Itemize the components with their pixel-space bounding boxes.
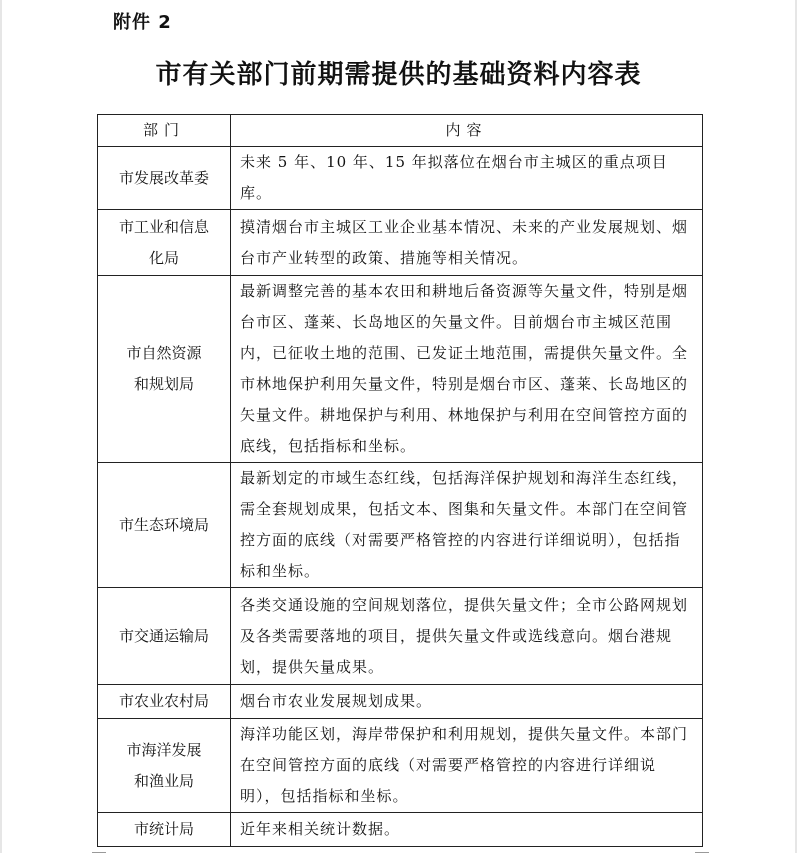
table-row [98,588,703,685]
dept-cell: 市农业农村局 [98,685,231,719]
dept-cell: 市工业和信息化局 [98,210,231,276]
dept-cell: 市自然资源和规划局 [98,276,231,463]
header-dept: 部门 [98,115,231,147]
table-row [98,719,703,813]
content-cell: 近年来相关统计数据。 [231,813,703,847]
attachment-label: 附件 2 [113,12,172,33]
materials-table [97,114,703,847]
dept-cell: 市生态环境局 [98,463,231,588]
content-cell: 最新划定的市域生态红线，包括海洋保护规划和海洋生态红线，需全套规划成果，包括文本、图集和矢量文件。本部门在空间管控方面的底线（对需要严格管控的内容进行详细说明），包括指标和坐标。 [231,463,703,588]
content-cell: 未来 5 年、10 年、15 年拟落位在烟台市主城区的重点项目库。 [231,147,703,210]
content-cell: 海洋功能区划，海岸带保护和利用规划，提供矢量文件。本部门在空间管控方面的底线（对需要严格管控的内容进行详细说明），包括指标和坐标。 [231,719,703,813]
dept-cell: 市发展改革委 [98,147,231,210]
table-row [98,463,703,588]
table-row [98,276,703,463]
table-row [98,813,703,847]
dept-cell: 市海洋发展和渔业局 [98,719,231,813]
table-header-row [98,115,703,147]
content-cell: 最新调整完善的基本农田和耕地后备资源等矢量文件，特别是烟台市区、蓬莱、长岛地区的矢量文件。目前烟台市主城区范围内，已征收土地的范围、已发证土地范围，需提供矢量文件。全市林地保护利用矢量文件，特别是烟台市区、蓬莱、长岛地区的矢量文件。耕地保护与利用、林地保护与利用在空间管控方面的底线，包括指标和坐标。 [231,276,703,463]
table-row [98,685,703,719]
table-row [98,147,703,210]
dept-cell: 市交通运输局 [98,588,231,685]
content-cell: 摸清烟台市主城区工业企业基本情况、未来的产业发展规划、烟台市产业转型的政策、措施等相关情况。 [231,210,703,276]
content-cell: 烟台市农业发展规划成果。 [231,685,703,719]
content-cell: 各类交通设施的空间规划落位，提供矢量文件；全市公路网规划及各类需要落地的项目，提供矢量文件或选线意向。烟台港规划，提供矢量成果。 [231,588,703,685]
header-content: 内容 [231,115,703,147]
page-title: 市有关部门前期需提供的基础资料内容表 [155,60,642,90]
dept-cell: 市统计局 [98,813,231,847]
table-row [98,210,703,276]
page-edge-left [0,0,2,853]
